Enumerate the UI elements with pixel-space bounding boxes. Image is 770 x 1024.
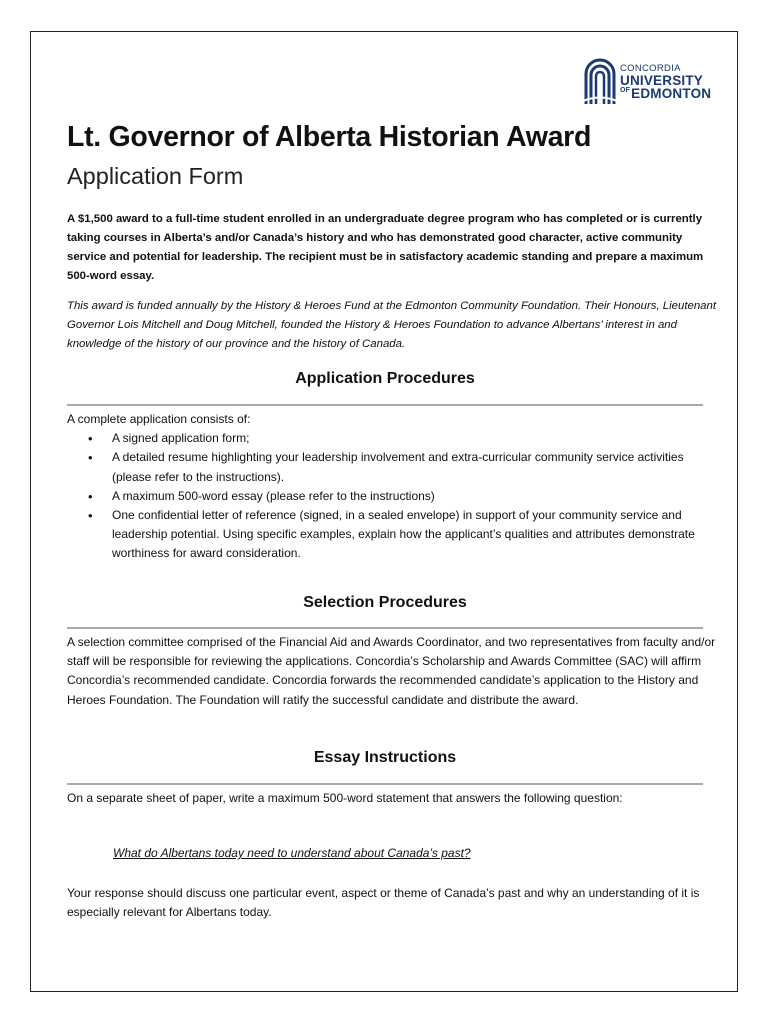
university-arch-icon [583,56,617,106]
award-description: A $1,500 award to a full-time student enrolled in an undergraduate degree program who has completed or is currently taking courses in Alberta’s and/or Canada’s history and who has demonstrated good character, active community service and potential for leadership. The recipient must be in satisfactory academic standing and prepare a maximum 500-word essay. [67,213,704,282]
page-subtitle: Application Form [67,163,244,189]
logo-line-university: UNIVERSITY [620,73,704,88]
logo-edmonton: EDMONTON [631,86,712,101]
list-item: • A signed application form; [67,429,717,448]
logo-line-edmonton [620,86,711,101]
section-divider [67,404,703,406]
application-procedures-body [67,410,717,564]
section-divider [67,627,703,629]
selection-procedures-text: A selection committee comprised of the Financial Aid and Awards Coordinator, and two representatives from faculty and/or staff will be responsible for reviewing the applications. Concordia’s Scholarship and Awards Committee (SAC) will affirm Concordia’s recommended candidate. Concordia forwards the recommended candidate’s application to the History and Heroes Foundation. The Foundation will ratify the successful candidate and distribute the award. [67,635,716,707]
logo-of: OF [620,87,631,94]
page-title: Lt. Governor of Alberta Historian Award [67,121,592,153]
essay-instructions-heading: Essay Instructions [313,749,457,766]
list-item: • One confidential letter of reference (signed, in a sealed envelope) in support of your community service and leadership potential. Using specific examples, explain how the applicant’s qualities and attributes demonstrate worthiness for award consideration. [67,506,717,564]
application-procedures-heading: Application Procedures [295,370,475,387]
list-item: • A detailed resume highlighting your leadership involvement and extra-curricular community service activities (please refer to the instructions). [67,448,717,486]
logo-line-concordia: CONCORDIA [620,63,681,74]
concordia-logo [583,56,723,106]
essay-question: What do Albertans today need to understand about Canada’s past? [113,846,471,860]
list-item: • A maximum 500-word essay (please refer to the instructions) [67,487,717,506]
essay-guidance-text: Your response should discuss one particular event, aspect or theme of Canada’s past and why an understanding of it is especially relevant for Albertans today. [67,886,700,920]
funding-note: This award is funded annually by the History & Heroes Fund at the Edmonton Community Foundation. Their Honours, Lieutenant Governor Lois Mitchell and Doug Mitchell, founded the History & Heroes Foundation to advance Albertans’ interest in and knowledge of the history of our province and the history of Canada. [67,300,716,350]
application-lead: A complete application consists of: [67,412,251,426]
essay-instruction-text: On a separate sheet of paper, write a maximum 500-word statement that answers the following question: [67,791,623,805]
application-requirements-list [67,429,717,563]
selection-procedures-heading: Selection Procedures [303,594,467,611]
section-divider [67,783,703,785]
